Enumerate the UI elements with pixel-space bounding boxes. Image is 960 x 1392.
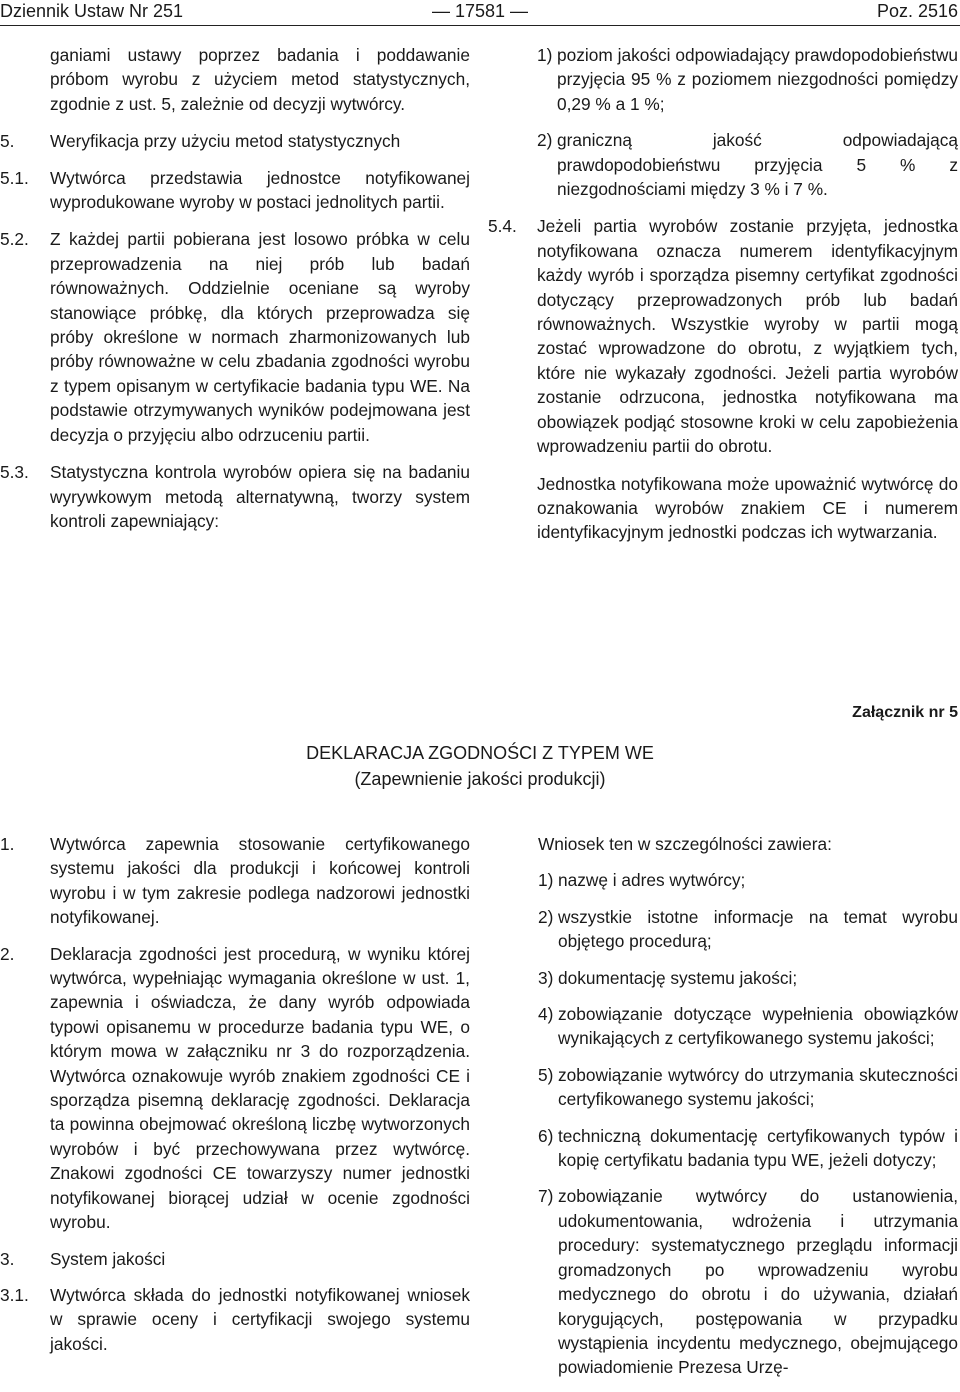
section-5	[0, 129, 470, 153]
section-number: 5.2.	[0, 229, 29, 250]
paragraph-2	[0, 942, 470, 1235]
intro-paragraph: ganiami ustawy poprzez badania i poddawanie próbom wyrobu z użyciem metod statystycznych, zgodnie z ust. 5, zależnie od decyzji wytwórcy.	[50, 45, 470, 114]
list-item-number: 3)	[538, 967, 554, 988]
paragraph-number: 1.	[0, 834, 15, 854]
section-number: 5.3.	[0, 462, 29, 483]
list-item	[538, 905, 958, 954]
section-5-4	[488, 214, 958, 458]
list-item-text: zobowiązanie dotyczące wypełnienia obowiązków wynikających z certyfikowanego systemu jakości;	[558, 1004, 958, 1049]
paragraph-3	[0, 1247, 470, 1271]
section-text: Wytwórca przedstawia jednostce notyfikowanej wyprodukowane wyroby w postaci jednolitych partii.	[50, 167, 470, 213]
top-right-column	[488, 43, 958, 545]
list-item-text: zobowiązanie wytwórcy do ustanowienia, udokumentowania, wdrożenia i utrzymania procedury: systematycznego przeglądu informacji gromadzonych po wprowadzeniu wyrobu medycznego do obrotu i do używania, działań korygujących, postępowania w przypadku wystąpienia incydentu medycznego, obejmującego powiadomienie Prezesa Urzę-	[558, 1186, 958, 1378]
paragraph-1	[0, 832, 470, 930]
document-subtitle: (Zapewnienie jakości produkcji)	[354, 769, 606, 789]
section-number: 5.	[0, 131, 15, 152]
section-text: Statystyczna kontrola wyrobów opiera się na badaniu wyrywkowym metodą alternatywną, tworzy system kontroli zapewniający:	[50, 462, 470, 531]
section-number: 5.4.	[488, 216, 517, 237]
section-5-4-continued: Jednostka notyfikowana może upoważnić wytwórcę do oznakowania wyrobów znakiem CE i numerem identyfikacyjnym jednostki podczas ich wytwarzania.	[537, 473, 958, 543]
list-item	[538, 966, 958, 990]
criteria-list	[488, 43, 958, 201]
list-item-number: 4)	[538, 1004, 554, 1025]
bottom-left-column	[0, 832, 470, 1356]
page-number: — 17581 —	[431, 1, 529, 21]
application-contents-list	[538, 868, 958, 1379]
paragraph-text: Wytwórca zapewnia stosowanie certyfikowanego systemu jakości dla produkcji i końcowej kontroli wyrobu i w tym zakresie podlega nadzorowi jednostki notyfikowanej.	[50, 834, 470, 928]
list-item-number: 7)	[538, 1186, 554, 1207]
paragraph-heading: System jakości	[50, 1248, 166, 1269]
annex-label: Załącznik nr 5	[852, 704, 958, 721]
list-item-number: 1)	[538, 870, 554, 891]
list-item	[538, 1063, 958, 1112]
list-item-text: nazwę i adres wytwórcy;	[558, 870, 746, 891]
paragraph-number: 3.	[0, 1248, 15, 1269]
list-item	[538, 1184, 958, 1379]
page-header	[0, 0, 960, 24]
document-title: DEKLARACJA ZGODNOŚCI Z TYPEM WE	[306, 743, 654, 763]
list-item: 2) graniczną jakość odpowiadającą prawdopodobieństwu przyjęcia 5 % z niezgodnościami między 3 % i 7 %.	[537, 130, 958, 200]
list-item-number: 2)	[538, 906, 554, 927]
list-item-text: techniczną dokumentację certyfikowanych typów i kopię certyfikatu badania typu WE, jeżeli dotyczy;	[558, 1125, 958, 1171]
application-lead: Wniosek ten w szczególności zawiera:	[538, 834, 832, 854]
list-item-text: zobowiązanie wytwórcy do utrzymania skuteczności certyfikowanego systemu jakości;	[558, 1064, 958, 1110]
header-rule	[0, 25, 960, 26]
list-item-text: dokumentację systemu jakości;	[558, 967, 798, 988]
list-item-text: wszystkie istotne informacje na temat wyrobu objętego procedurą;	[558, 906, 958, 952]
section-text: Z każdej partii pobierana jest losowo próbka w celu przeprowadzenia na niej prób lub badań równoważnych. Oddzielnie oceniane są wyroby stanowiące próbkę, dla których przeprowadza się próby określone w normach zharmonizowanych lub próby równoważne w celu zbadania zgodności wyrobu z typem opisanym w certyfikacie badania typu WE. Na podstawie otrzymywanych wyników podejmowana jest decyzja o przyjęciu albo odrzuceniu partii.	[50, 229, 470, 445]
section-number: 5.1.	[0, 167, 29, 188]
list-item	[538, 1002, 958, 1051]
list-item-number: 5)	[538, 1064, 554, 1085]
journal-title: Dziennik Ustaw Nr 251	[0, 1, 184, 21]
paragraph-3-1	[0, 1283, 470, 1356]
list-item-number: 6)	[538, 1125, 554, 1146]
list-item: 1) poziom jakości odpowiadający prawdopodobieństwu przyjęcia 95 % z poziomem niezgodności pomiędzy 0,29 % a 1 %;	[537, 45, 958, 114]
list-item	[538, 868, 958, 892]
section-text: Jeżeli partia wyrobów zostanie przyjęta, jednostka notyfikowana oznacza numerem identyfikacyjnym każdy wyrób i sporządza pisemny certyfikat zgodności dotyczący przeprowadzonych prób lub badań równoważnych. Wszystkie wyroby w partii mogą zostać wprowadzone do obrotu, z wyjątkiem tych, które nie wykazały zgodności. Jeżeli partia wyrobów zostanie odrzucona, jednostka notyfikowana ma obowiązek podjąć stosowne kroki w celu zapobieżenia wprowadzeniu partii do obrotu.	[537, 216, 958, 457]
paragraph-text: Deklaracja zgodności jest procedurą, w wyniku której wytwórca, wypełniając wymagania określone w ust. 1, zapewnia i oświadcza, że dany wyrób odpowiada typowi opisanemu w procedurze badania typu WE, o którym mowa w załączniku nr 3 do rozporządzenia. Wytwórca oznakowuje wyrób znakiem zgodności CE i sporządza pisemną deklarację zgodności. Deklaracja ta powinna obejmować określoną liczbę wytworzonych wyrobów i być przechowywana przez wytwórcę. Znakowi zgodności CE towarzyszy numer jednostki notyfikowanej biorącej udział w ocenie zgodności wyrobu.	[50, 943, 470, 1233]
paragraph-number: 3.1.	[0, 1284, 29, 1305]
section-5-1	[0, 166, 470, 215]
paragraph-number: 2.	[0, 943, 15, 964]
section-heading: Weryfikacja przy użyciu metod statystycznych	[50, 131, 401, 152]
bottom-right-column	[538, 832, 958, 1392]
position-number: Poz. 2516	[876, 1, 958, 21]
list-item	[538, 1124, 958, 1173]
paragraph-text: Wytwórca składa do jednostki notyfikowanej wniosek w sprawie oceny i certyfikacji swojego systemu jakości.	[50, 1284, 470, 1354]
section-5-3	[0, 460, 470, 533]
top-left-column	[0, 43, 470, 533]
section-5-2	[0, 227, 470, 447]
